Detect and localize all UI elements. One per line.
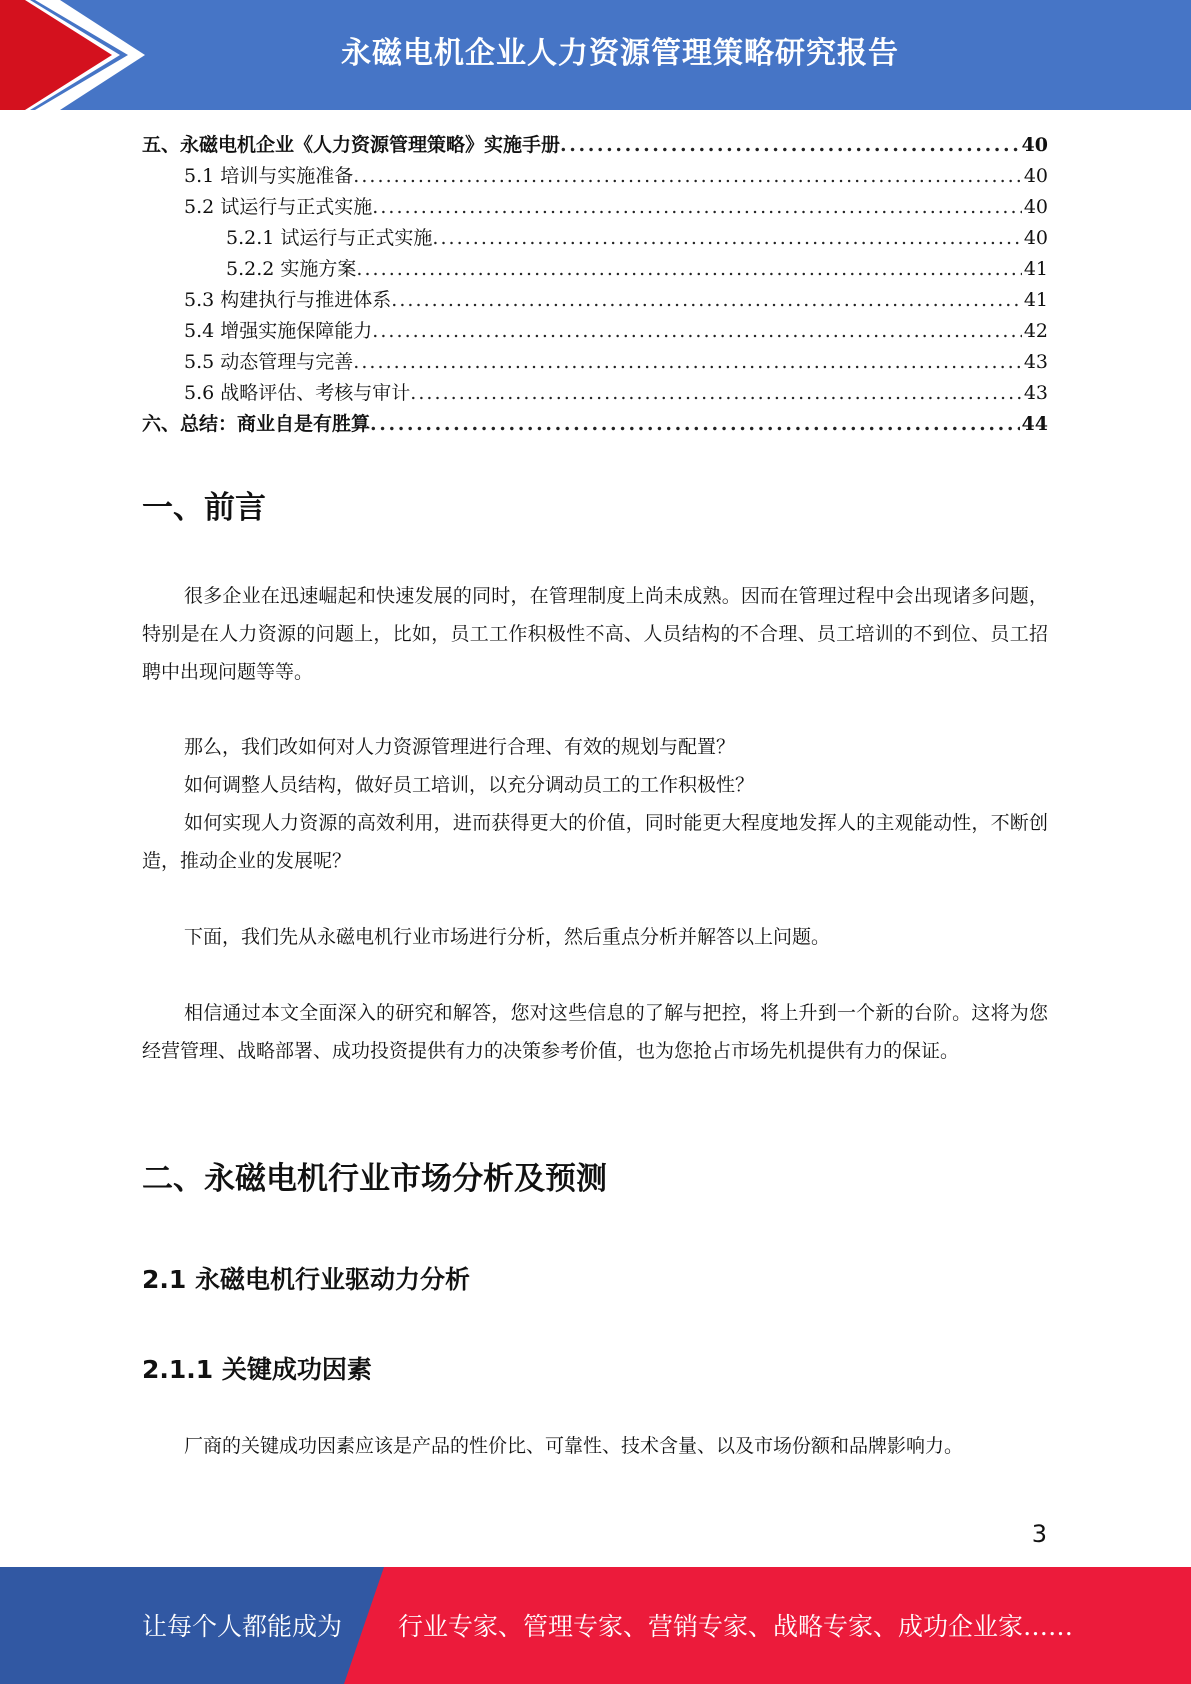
- toc-leader-dots: [356, 258, 1021, 280]
- toc-entry-page: 40: [1023, 196, 1048, 218]
- subsection-heading: 2.1 永磁电机行业驱动力分析: [142, 1265, 470, 1294]
- toc-entry-page: 41: [1023, 258, 1048, 280]
- toc-entry-label: 5.3 构建执行与推进体系: [184, 289, 392, 311]
- toc-entry[interactable]: [142, 347, 1048, 378]
- toc-entry[interactable]: [142, 130, 1048, 161]
- toc-entry-page: 42: [1023, 320, 1048, 342]
- toc-entry-page: 40: [1023, 227, 1048, 249]
- toc-entry-label: 5.6 战略评估、考核与审计: [184, 382, 411, 404]
- toc-entry-label: 5.2.1 试运行与正式实施: [226, 227, 433, 249]
- paragraph: 很多企业在迅速崛起和快速发展的同时，在管理制度上尚未成熟。因而在管理过程中会出现诸多问题，特别是在人力资源的问题上，比如，员工工作积极性不高、人员结构的不合理、员工培训的不到位、员工招聘中出现问题等等。: [142, 585, 1048, 683]
- toc-leader-dots: [560, 134, 1020, 156]
- table-of-contents: [142, 130, 1048, 440]
- toc-leader-dots: [353, 351, 1022, 373]
- toc-leader-dots: [372, 320, 1022, 342]
- report-title: 永磁电机企业人力资源管理策略研究报告: [341, 36, 899, 71]
- header-arrow-decoration: [0, 0, 160, 110]
- page-footer: [0, 1567, 1191, 1684]
- toc-entry-label: 5.4 增强实施保障能力: [184, 320, 373, 342]
- toc-entry-label: 5.2 试运行与正式实施: [184, 196, 373, 218]
- toc-entry[interactable]: [142, 254, 1048, 285]
- toc-leader-dots: [391, 289, 1022, 311]
- paragraph: 下面，我们先从永磁电机行业市场进行分析，然后重点分析并解答以上问题。: [184, 926, 831, 948]
- toc-entry-page: 41: [1023, 289, 1048, 311]
- toc-leader-dots: [432, 227, 1021, 249]
- paragraph-question-1: 那么，我们改如何对人力资源管理进行合理、有效的规划与配置？: [184, 736, 736, 758]
- page-header: [0, 0, 1191, 110]
- toc-entry[interactable]: [142, 223, 1048, 254]
- section-heading-market-analysis: 二、永磁电机行业市场分析及预测: [142, 1161, 607, 1197]
- page-number: 3: [1031, 1520, 1047, 1548]
- toc-leader-dots: [353, 165, 1022, 187]
- footer-slogan-left: 让每个人都能成为: [142, 1612, 343, 1641]
- toc-entry[interactable]: [142, 285, 1048, 316]
- toc-entry[interactable]: [142, 316, 1048, 347]
- toc-entry-page: 43: [1023, 351, 1048, 373]
- toc-entry-label: 5.5 动态管理与完善: [184, 351, 354, 373]
- paragraph-question-2: 如何调整人员结构，做好员工培训，以充分调动员工的工作积极性？: [184, 774, 755, 796]
- toc-entry[interactable]: [142, 192, 1048, 223]
- toc-entry[interactable]: [142, 409, 1048, 440]
- toc-entry[interactable]: [142, 378, 1048, 409]
- paragraph-question-3: 如何实现人力资源的高效利用，进而获得更大的价值，同时能更大程度地发挥人的主观能动性，不断创造，推动企业的发展呢？: [142, 812, 1048, 872]
- toc-leader-dots: [370, 413, 1020, 435]
- toc-entry-label: 5.1 培训与实施准备: [184, 165, 354, 187]
- toc-entry-page: 40: [1021, 134, 1048, 156]
- toc-entry-page: 43: [1023, 382, 1048, 404]
- toc-leader-dots: [372, 196, 1022, 218]
- toc-entry-page: 40: [1023, 165, 1048, 187]
- toc-entry-label: 五、永磁电机企业《人力资源管理策略》实施手册: [142, 134, 561, 156]
- toc-entry-label: 六、总结：商业自是有胜算: [142, 413, 371, 435]
- subsection-heading: 2.1.1 关键成功因素: [142, 1355, 372, 1384]
- toc-leader-dots: [410, 382, 1022, 404]
- paragraph: 厂商的关键成功因素应该是产品的性价比、可靠性、技术含量、以及市场份额和品牌影响力。: [184, 1435, 964, 1457]
- toc-entry-label: 5.2.2 实施方案: [226, 258, 357, 280]
- section-heading-preface: 一、前言: [142, 490, 266, 526]
- paragraph: 相信通过本文全面深入的研究和解答，您对这些信息的了解与把控，将上升到一个新的台阶。这将为您经营管理、战略部署、成功投资提供有力的决策参考价值，也为您抢占市场先机提供有力的保证。: [142, 1002, 1048, 1062]
- toc-entry-page: 44: [1021, 413, 1048, 435]
- toc-entry[interactable]: [142, 161, 1048, 192]
- footer-slogan-right: 行业专家、管理专家、营销专家、战略专家、成功企业家……: [398, 1612, 1074, 1641]
